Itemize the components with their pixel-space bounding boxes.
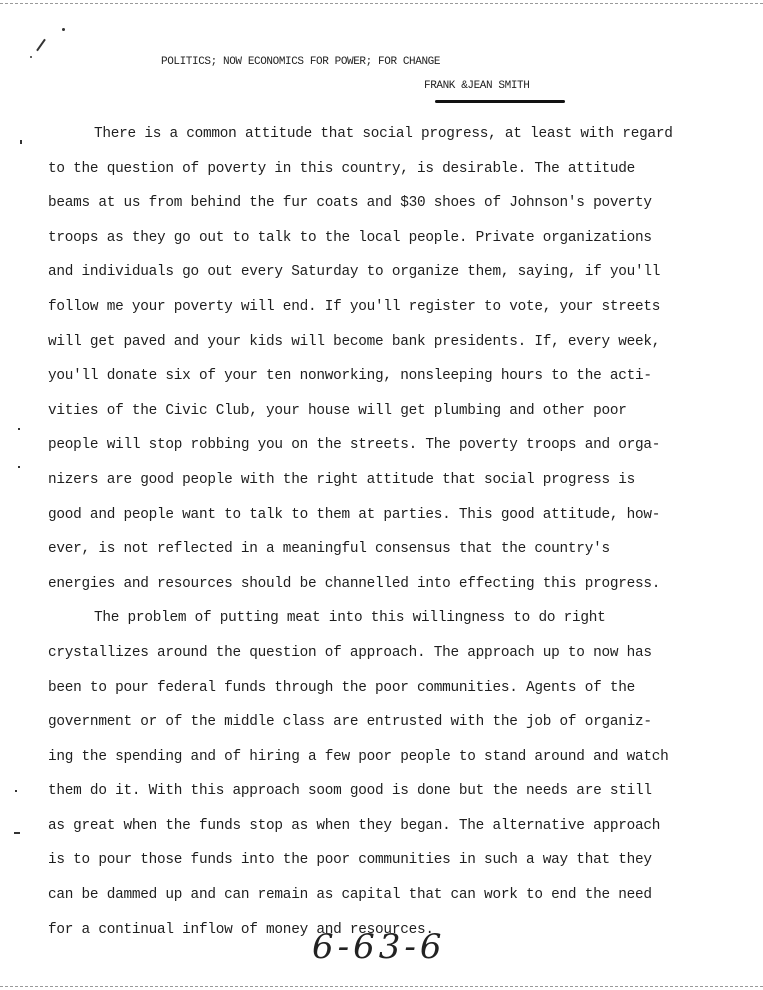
body-line: been to pour federal funds through the poor communities. Agents of the: [48, 679, 636, 696]
body-line: The problem of putting meat into this willingness to do right: [94, 610, 606, 627]
body-line: nizers are good people with the right attitude that social progress is: [48, 471, 636, 488]
margin-mark: [62, 28, 65, 31]
body-line: beams at us from behind the fur coats and $30 shoes of Johnson's poverty: [48, 195, 652, 212]
body-line: crystallizes around the question of approach. The approach up to now has: [48, 644, 652, 661]
body-line: There is a common attitude that social progress, at least with regard: [94, 126, 673, 142]
document-authors: FRANK &JEAN SMITH: [424, 80, 530, 92]
document-title: POLITICS; NOW ECONOMICS FOR POWER; FOR CHANGE: [161, 56, 441, 68]
body-line: ing the spending and of hiring a few poor people to stand around and watch: [48, 748, 669, 765]
body-line: follow me your poverty will end. If you'll register to vote, your streets: [48, 298, 661, 315]
body-line: vities of the Civic Club, your house will get plumbing and other poor: [48, 402, 627, 419]
handwritten-page-number: 6-63-6: [312, 927, 446, 967]
margin-mark: [36, 39, 46, 52]
margin-mark: [30, 56, 32, 58]
margin-mark: [18, 428, 20, 430]
authors-underline: [435, 100, 565, 103]
body-line: for a continual inflow of money and resources.: [48, 921, 434, 938]
body-line: energies and resources should be channelled into effecting this progress.: [48, 575, 661, 592]
body-text: [48, 117, 728, 947]
body-line: good and people want to talk to them at parties. This good attitude, how-: [48, 506, 661, 523]
body-line: government or of the middle class are entrusted with the job of organiz-: [48, 714, 652, 731]
bottom-border: [0, 986, 763, 987]
margin-mark: [14, 832, 20, 834]
body-line: people will stop robbing you on the streets. The poverty troops and orga-: [48, 437, 661, 454]
body-line: is to pour those funds into the poor communities in such a way that they: [48, 852, 652, 869]
top-border: [0, 3, 763, 4]
margin-mark: [15, 790, 17, 792]
body-line: ever, is not reflected in a meaningful consensus that the country's: [48, 541, 610, 558]
margin-mark: [18, 466, 20, 468]
body-line: them do it. With this approach soom good is done but the needs are still: [48, 783, 652, 800]
body-line: troops as they go out to talk to the local people. Private organizations: [48, 229, 652, 246]
body-line: you'll donate six of your ten nonworking, nonsleeping hours to the acti-: [48, 368, 652, 385]
body-line: can be dammed up and can remain as capital that can work to end the need: [48, 887, 652, 904]
margin-mark: [20, 140, 22, 144]
body-line: will get paved and your kids will become bank presidents. If, every week,: [48, 333, 661, 350]
body-line: and individuals go out every Saturday to organize them, saying, if you'll: [48, 264, 661, 281]
body-line: as great when the funds stop as when they began. The alternative approach: [48, 817, 661, 834]
body-line: to the question of poverty in this country, is desirable. The attitude: [48, 160, 636, 177]
